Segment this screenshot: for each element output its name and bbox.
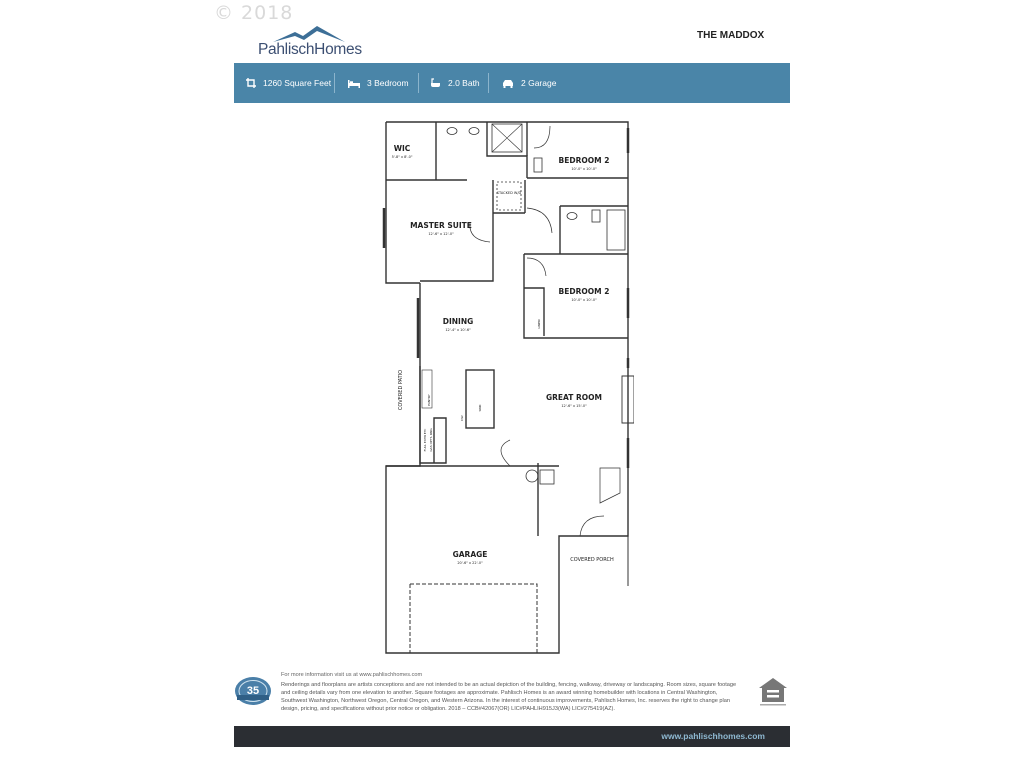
spec-garage [502, 63, 556, 103]
website-link[interactable]: www.pahlischhomes.com [661, 731, 765, 741]
bath-icon [430, 78, 441, 88]
bed-icon [348, 79, 360, 88]
room-master-suite: MASTER SUITE [410, 221, 472, 230]
car-icon [502, 79, 514, 88]
floor-plan [382, 118, 634, 656]
disclaimer-text: Renderings and floorplans are artists conceptions and are not intended to be an actual depiction of the building, fencing, walkway, driveway or landscaping. Room sizes, square footage and ceiling details vary from one elevation to another. Square footages are approximate. Pahlisch Homes is an award winning homebuilder with locations in Central Washington, Southwest Washington, Northwest Oregon, Central Oregon, and Western Arizona. In the interest of continuous improvements, Pahlisch Homes, Inc. reserves the right to change plan design, pricing, and specifications without prior notice or obligation. 2018 – CCB#42067(OR) LIC#PAHLIH915J3(WA) LIC#275419(AZ). [281, 682, 737, 712]
spec-label: 3 Bedroom [367, 78, 409, 88]
pahlisch-homes-logo [258, 25, 362, 61]
label-sink: SINK [478, 404, 482, 412]
equal-housing-icon [757, 676, 789, 708]
spec-bar [234, 63, 790, 103]
room-wic-size: 5'-8" x 8'-0" [391, 155, 413, 159]
room-dining-size: 12'-4" x 10'-6" [445, 328, 471, 332]
badge-number: 35 [246, 685, 260, 697]
spec-bath [430, 63, 480, 103]
room-bedroom-lower: BEDROOM 2 [558, 287, 610, 296]
room-garage: GARAGE [452, 550, 488, 559]
room-great-room: GREAT ROOM [546, 393, 602, 402]
room-master-size: 12'-6" x 12'-0" [428, 232, 454, 236]
spec-label: 2 Garage [521, 78, 557, 88]
spec-label: 1260 Square Feet [263, 78, 332, 88]
label-dw: DW [460, 415, 464, 421]
footer-bar [234, 726, 790, 747]
spec-bedroom [348, 63, 409, 103]
room-bedroom-upper: BEDROOM 2 [558, 156, 610, 165]
room-bedroom-lower-size: 10'-0" x 10'-0" [571, 298, 597, 302]
footer-disclaimer [281, 671, 743, 713]
more-info-text: For more information visit us at www.pahlischhomes.com [281, 672, 423, 678]
spec-divider [488, 73, 489, 93]
spec-divider [418, 73, 419, 93]
copyright-notice: © 2018 [214, 2, 294, 24]
label-pantry: PANTRY [427, 394, 431, 406]
35-years-badge [233, 675, 273, 707]
square-feet-icon [246, 78, 256, 88]
spec-label: 2.0 Bath [448, 78, 480, 88]
room-garage-size: 20'-6" x 22'-0" [457, 561, 483, 565]
model-name: THE MADDOX [697, 30, 765, 41]
label-range: FULL EXTN ETC [423, 428, 427, 452]
room-great-room-size: 12'-6" x 15'-0" [561, 404, 587, 408]
room-covered-porch: COVERED PORCH [570, 557, 614, 563]
spec-divider [334, 73, 335, 93]
room-dining: DINING [442, 317, 474, 326]
label-linen: LINEN [537, 319, 541, 329]
room-covered-patio: COVERED PATIO [398, 369, 404, 411]
label-range-option: GAS OPT'L RNG [429, 428, 433, 452]
label-stacked-wd: STACKED W/D [496, 191, 522, 195]
room-wic: WIC [393, 144, 411, 153]
brand-name: PahlischHomes [258, 41, 362, 58]
spec-square-feet [246, 63, 331, 103]
room-bedroom-upper-size: 10'-0" x 10'-0" [571, 167, 597, 171]
